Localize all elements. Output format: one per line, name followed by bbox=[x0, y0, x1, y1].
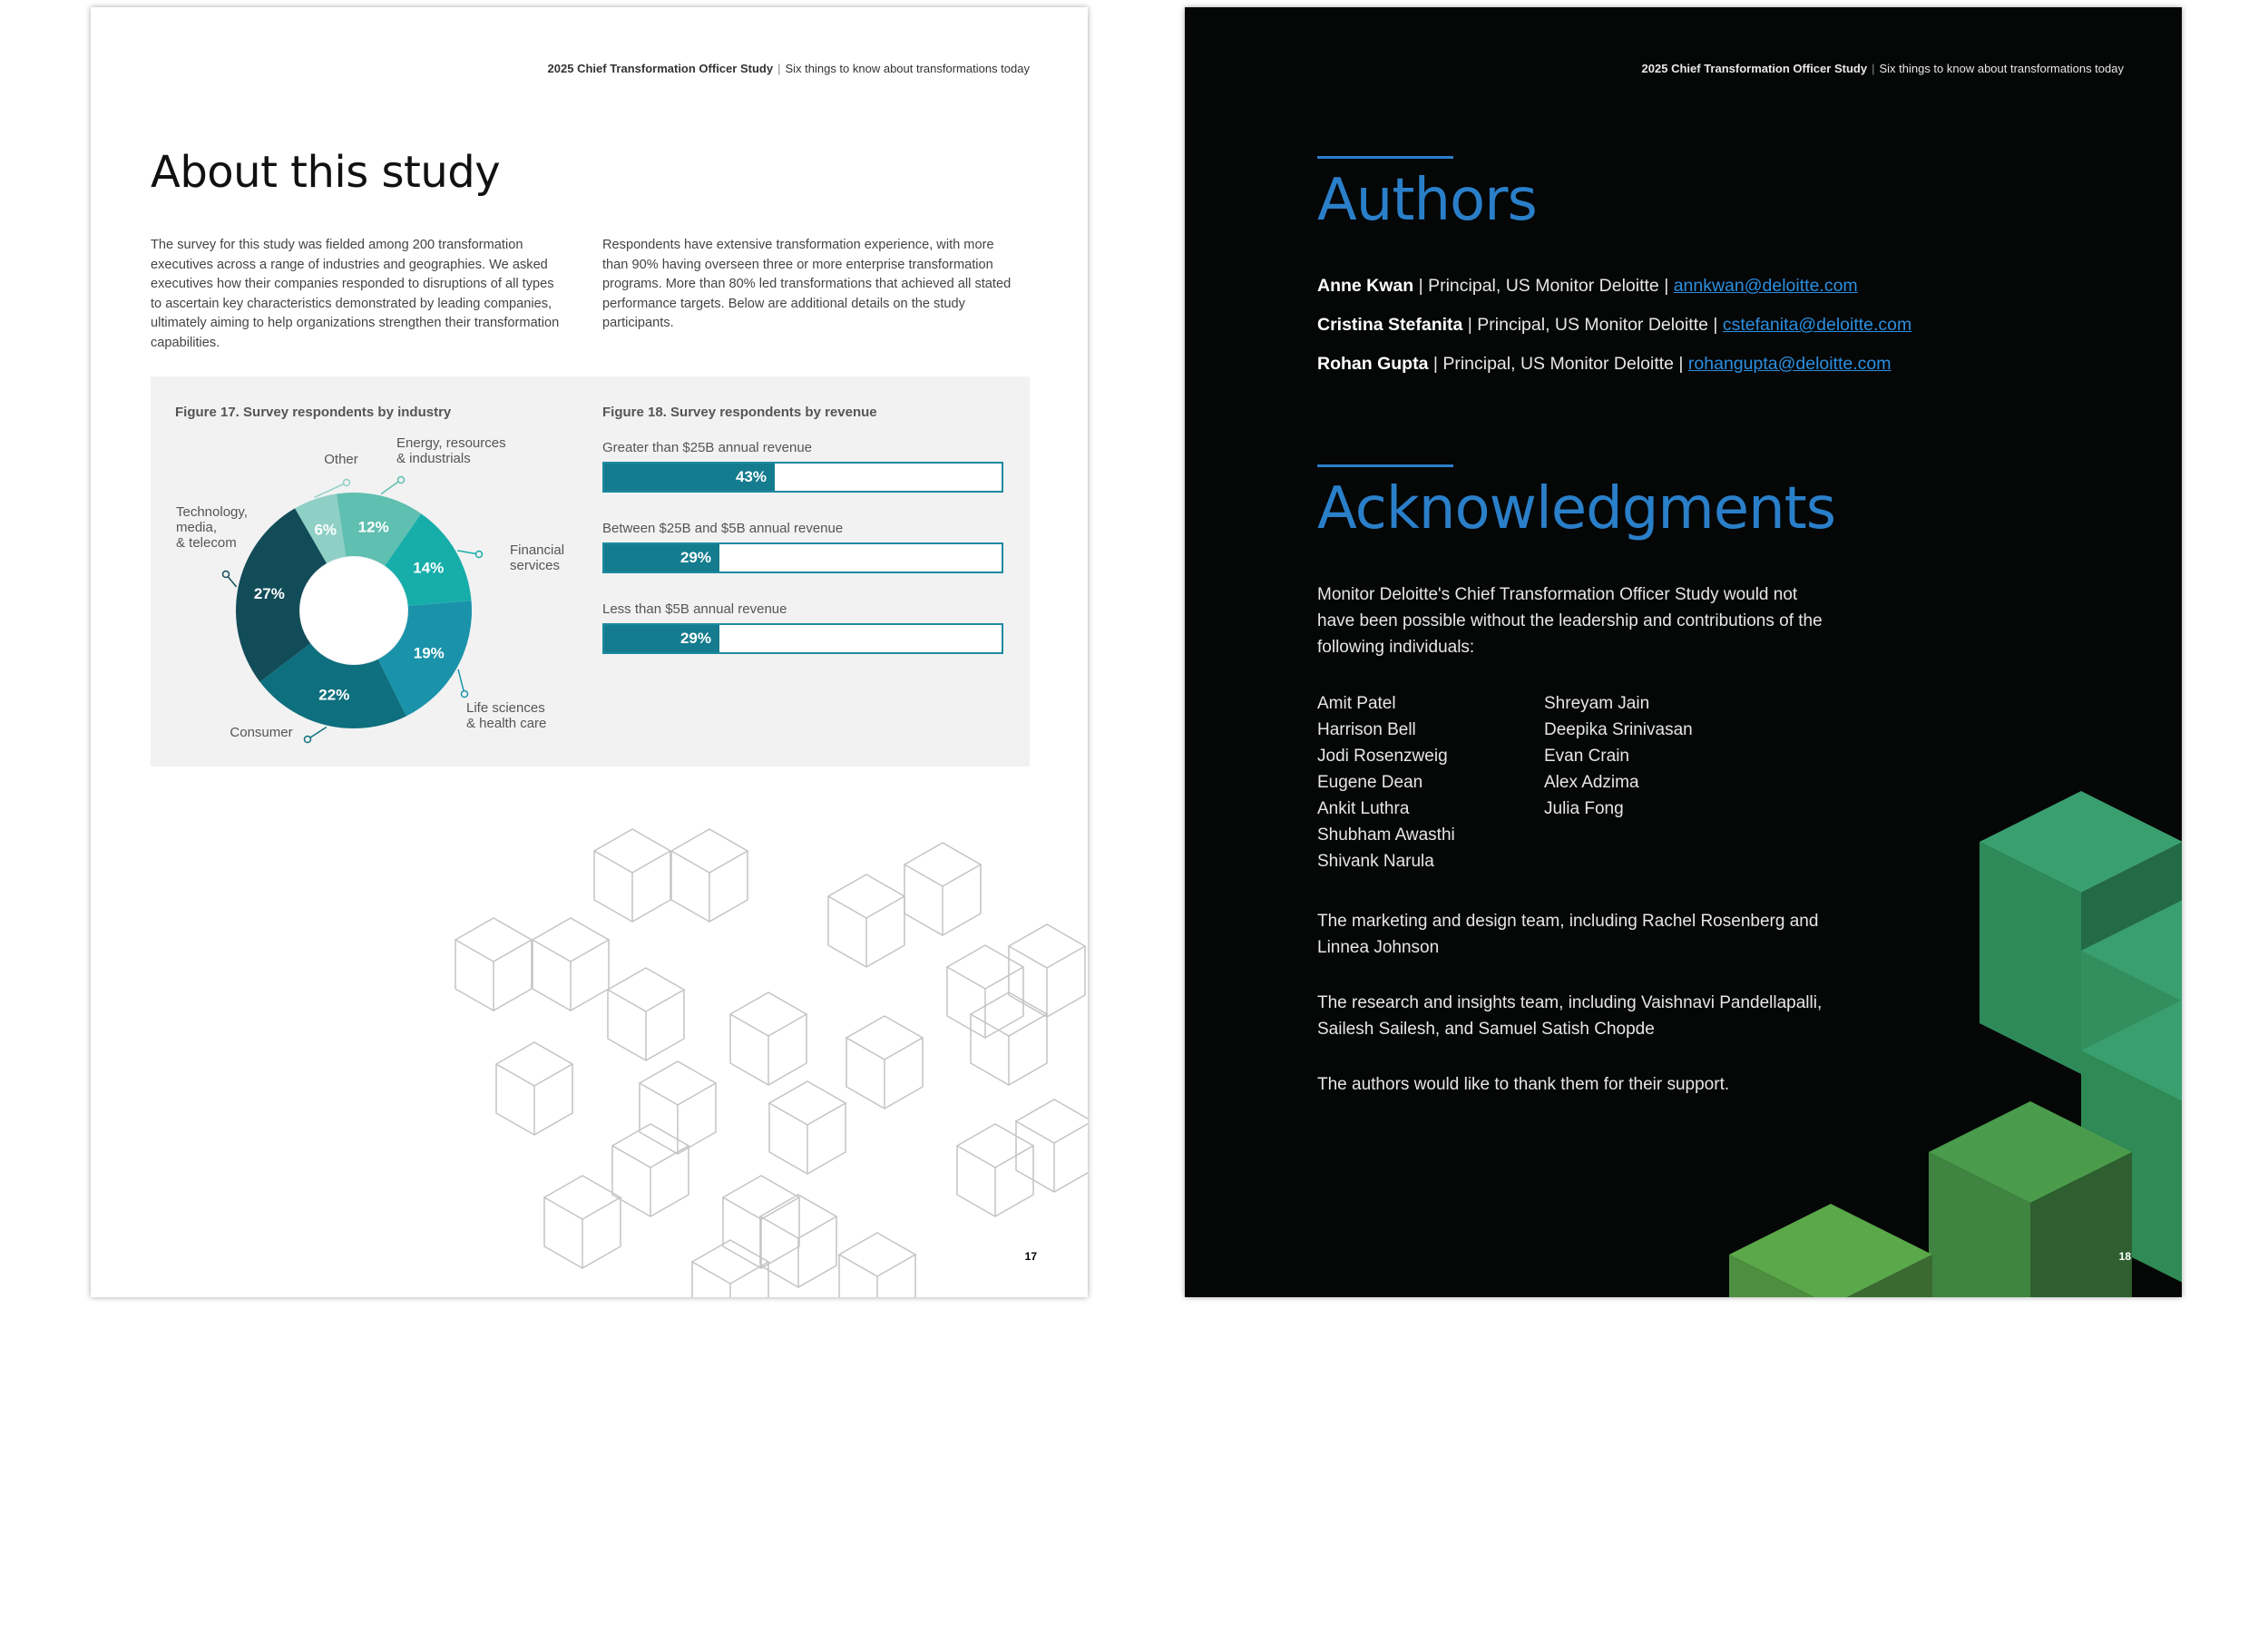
outline-cube bbox=[1016, 1099, 1088, 1192]
running-head-subtitle: Six things to know about transformations today bbox=[1879, 62, 2124, 75]
outline-cube bbox=[455, 918, 532, 1011]
thanks-text: The authors would like to thank them for their support. bbox=[1317, 1075, 1730, 1094]
green-cube bbox=[1729, 1204, 1932, 1297]
category-label: Technology, media, & telecom bbox=[176, 504, 248, 551]
leader-dot bbox=[223, 572, 230, 578]
author-email-link[interactable]: cstefanita@deloitte.com bbox=[1722, 315, 1912, 335]
page-number: 18 bbox=[2118, 1250, 2131, 1263]
donut-value-label: 19% bbox=[413, 644, 445, 662]
author-name: Cristina Stefanita bbox=[1317, 315, 1463, 335]
running-head-separator: | bbox=[1872, 62, 1875, 75]
contributor-name: Shivank Narula bbox=[1317, 852, 1434, 871]
bar-category-label: Less than $5B annual revenue bbox=[602, 601, 787, 617]
outline-cube bbox=[594, 829, 670, 922]
bar-track bbox=[602, 542, 1003, 573]
category-label: Consumer bbox=[230, 725, 293, 740]
contributor-name: Shreyam Jain bbox=[1544, 694, 1650, 713]
intro-paragraph-left: The survey for this study was fielded among 200 transformation executives across a range of industries and geographies. We asked executives how their companies responded to disruptions of all types to ascertain key characteristics demonstrated by leading companies, ultimately aiming to help organizations strengthen their transformation capabilities. bbox=[151, 238, 560, 350]
contributor-name: Harrison Bell bbox=[1317, 720, 1416, 739]
contributor-name: Evan Crain bbox=[1544, 747, 1629, 766]
outline-cube bbox=[904, 843, 981, 935]
names-column-2 bbox=[1544, 690, 1693, 822]
author-name: Anne Kwan bbox=[1317, 276, 1414, 296]
contributor-name: Amit Patel bbox=[1317, 694, 1396, 713]
outline-cube bbox=[1009, 924, 1085, 1017]
author-email-link[interactable]: rohangupta@deloitte.com bbox=[1687, 354, 1892, 374]
donut-value-label: 14% bbox=[413, 559, 445, 577]
names-column-1 bbox=[1317, 690, 1455, 874]
outline-cube bbox=[692, 1240, 768, 1297]
acknowledgments-intro: Monitor Deloitte's Chief Transformation Officer Study would not have been possible without the leadership and contributions of the following individuals: bbox=[1317, 585, 1823, 657]
running-head-separator: | bbox=[777, 62, 781, 75]
category-label: Energy, resources & industrials bbox=[396, 435, 506, 466]
author-line: Cristina Stefanita | Principal, US Monitor Deloitte | cstefanita@deloitte.com bbox=[1317, 315, 1912, 335]
author-email-link[interactable]: annkwan@deloitte.com bbox=[1673, 276, 1858, 296]
contributor-name: Julia Fong bbox=[1544, 799, 1624, 818]
outline-cube bbox=[723, 1176, 799, 1268]
acknowledgments-rule bbox=[1317, 464, 1453, 467]
leader-dot bbox=[462, 691, 468, 698]
outline-cube bbox=[846, 1016, 923, 1109]
category-label: Other bbox=[324, 452, 358, 467]
bar-track bbox=[602, 462, 1003, 493]
outline-cube bbox=[608, 968, 684, 1060]
bar-category-label: Between $25B and $5B annual revenue bbox=[602, 521, 844, 536]
contributor-name: Alex Adzima bbox=[1544, 773, 1639, 792]
contributor-name: Shubham Awasthi bbox=[1317, 826, 1455, 845]
running-head bbox=[548, 62, 1030, 75]
figures-panel bbox=[151, 376, 1030, 767]
authors-heading: Authors bbox=[1317, 167, 1537, 234]
outline-cube bbox=[828, 874, 904, 967]
outline-cube bbox=[957, 1124, 1033, 1216]
acknowledgments-heading: Acknowledgments bbox=[1317, 475, 1836, 542]
outline-cube bbox=[544, 1176, 621, 1268]
industry-donut-chart bbox=[151, 376, 577, 767]
outline-cube bbox=[760, 1195, 836, 1287]
running-head-title: 2025 Chief Transformation Officer Study bbox=[1641, 62, 1868, 75]
figure-18-title: Figure 18. Survey respondents by revenue bbox=[602, 405, 877, 420]
outline-cube bbox=[971, 992, 1047, 1085]
donut-value-label: 6% bbox=[314, 521, 337, 539]
contributor-name: Jodi Rosenzweig bbox=[1317, 747, 1448, 766]
leader-dot bbox=[398, 477, 405, 484]
figure-17-title: Figure 17. Survey respondents by industry bbox=[175, 405, 452, 420]
page-17 bbox=[91, 7, 1088, 1297]
author-role: Principal, US Monitor Deloitte bbox=[1477, 315, 1708, 335]
leader-dot bbox=[476, 552, 483, 558]
research-team-text: The research and insights team, including Vaishnavi Pandellapalli, Sailesh Sailesh, and Samuel Satish Chopde bbox=[1317, 993, 1823, 1039]
contributor-name: Eugene Dean bbox=[1317, 773, 1423, 792]
author-line: Anne Kwan | Principal, US Monitor Deloitte | annkwan@deloitte.com bbox=[1317, 276, 1858, 296]
donut-value-label: 22% bbox=[318, 686, 350, 704]
page-18 bbox=[1185, 7, 2182, 1297]
bar-value-label: 29% bbox=[679, 630, 711, 647]
leader-dot bbox=[344, 480, 350, 486]
outline-cube bbox=[671, 829, 748, 922]
outline-cube bbox=[533, 918, 609, 1011]
outline-cube bbox=[769, 1081, 846, 1174]
author-role: Principal, US Monitor Deloitte bbox=[1442, 354, 1675, 374]
running-head-subtitle: Six things to know about transformations today bbox=[785, 62, 1030, 75]
outline-cube bbox=[839, 1233, 915, 1297]
bar-value-label: 29% bbox=[679, 549, 711, 566]
outline-cube bbox=[947, 945, 1023, 1038]
author-line: Rohan Gupta | Principal, US Monitor Deloitte | rohangupta@deloitte.com bbox=[1317, 354, 1892, 374]
donut-value-label: 27% bbox=[253, 585, 285, 603]
author-name: Rohan Gupta bbox=[1317, 354, 1429, 374]
category-label: Life sciences & health care bbox=[466, 700, 547, 731]
category-label: Financial services bbox=[510, 542, 565, 573]
page-title: About this study bbox=[151, 147, 501, 198]
intro-paragraph-right: Respondents have extensive transformation experience, with more than 90% having overseen three or more enterprise transformation programs. More than 80% led transformations that achieved all stated performance targets. Below are additional details on the study participants. bbox=[602, 238, 1012, 331]
donut-value-label: 12% bbox=[357, 518, 389, 536]
contributor-name: Deepika Srinivasan bbox=[1544, 720, 1693, 739]
author-role: Principal, US Monitor Deloitte bbox=[1428, 276, 1659, 296]
donut-hole bbox=[300, 557, 407, 664]
bar-category-label: Greater than $25B annual revenue bbox=[602, 440, 812, 455]
page-number: 17 bbox=[1024, 1250, 1037, 1263]
running-head bbox=[1642, 62, 2124, 75]
running-head-title: 2025 Chief Transformation Officer Study bbox=[547, 62, 774, 75]
outline-cube bbox=[730, 992, 807, 1085]
leader-dot bbox=[305, 737, 311, 743]
contributor-name: Ankit Luthra bbox=[1317, 799, 1410, 818]
marketing-team-text: The marketing and design team, including Rachel Rosenberg and Linnea Johnson bbox=[1317, 912, 1819, 957]
bar-value-label: 43% bbox=[735, 468, 767, 485]
authors-rule bbox=[1317, 156, 1453, 159]
outline-cube bbox=[496, 1042, 572, 1135]
bar-track bbox=[602, 623, 1003, 654]
